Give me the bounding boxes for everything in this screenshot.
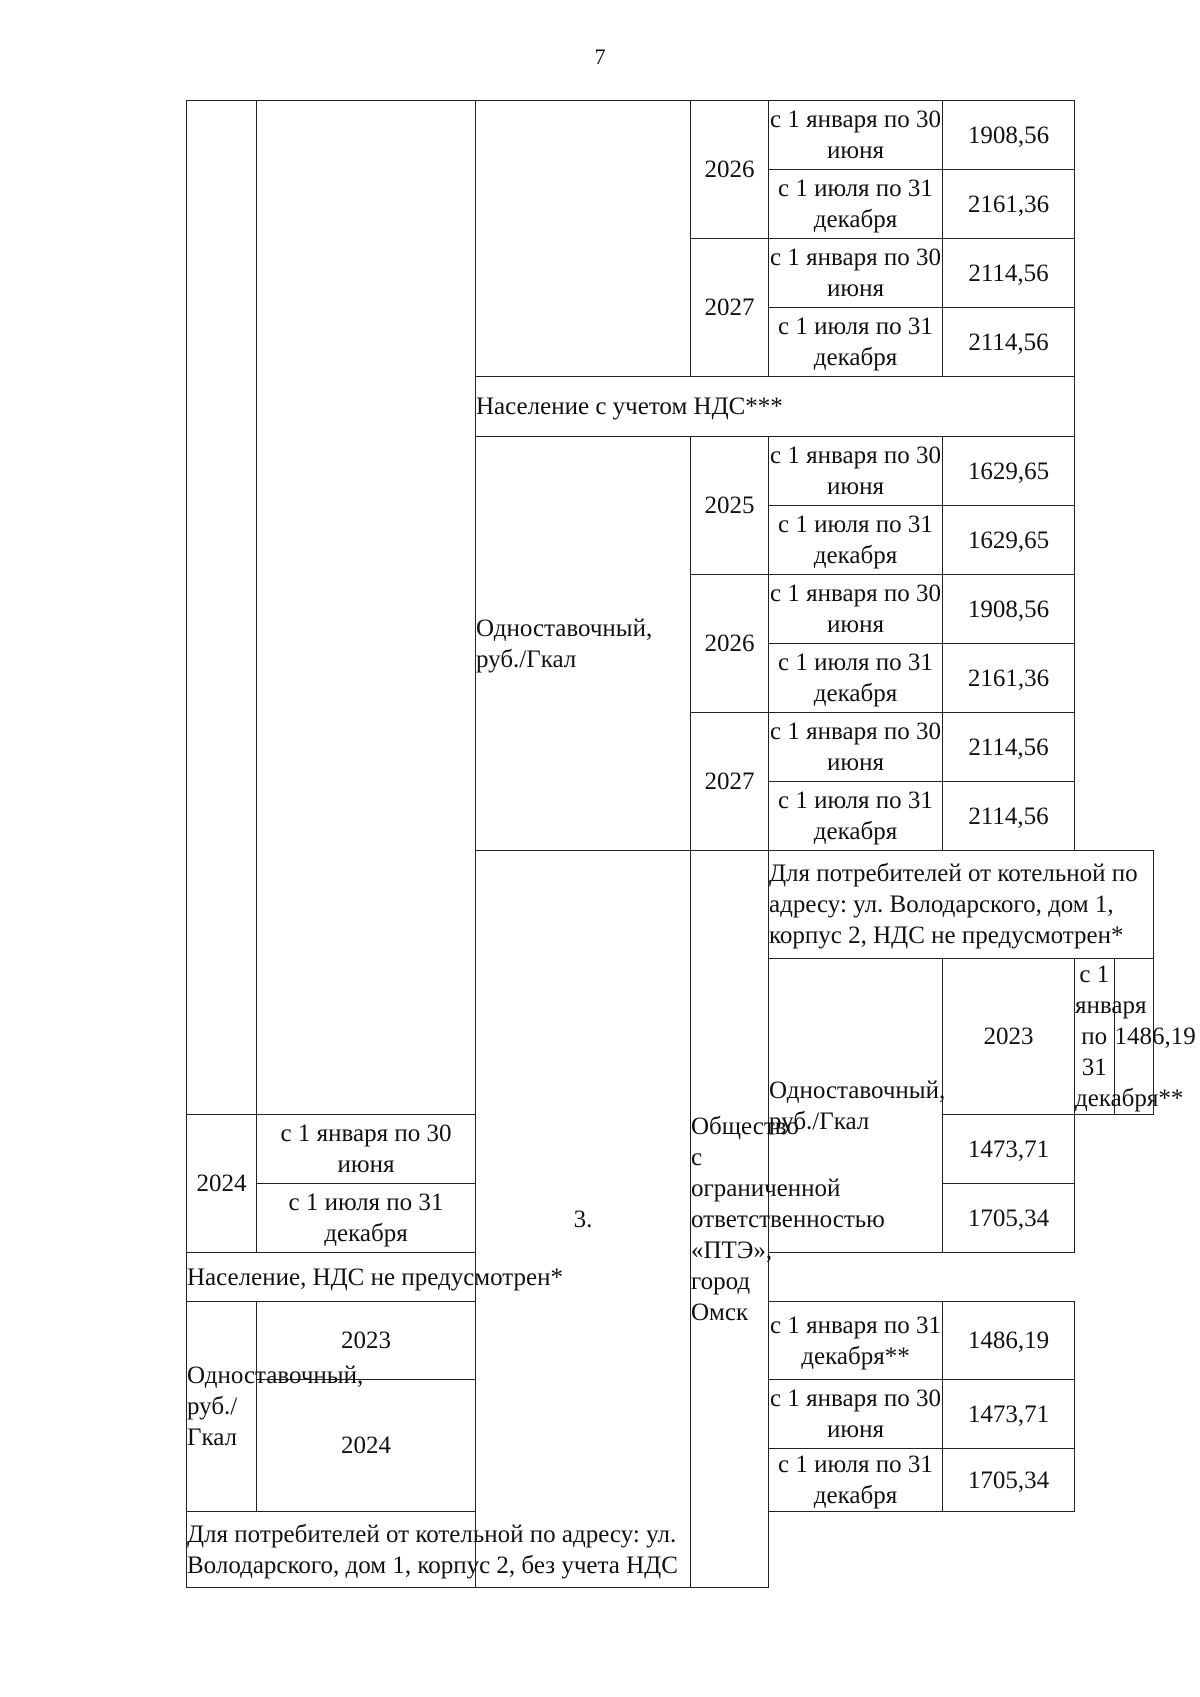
section-heading: Для потребителей от котельной по адресу: ул. Володарского, дом 1, корпус 2, без учета НДС [187,1512,769,1588]
period-cell: с 1 января по 30 июня [769,575,943,644]
period-cell: с 1 января по 30 июня [769,101,943,170]
tariff-value: 1473,71 [943,1115,1075,1184]
period-cell: с 1 января по 31 декабря** [769,1302,943,1380]
period-cell: с 1 января по 30 июня [769,437,943,506]
section-heading: Население, НДС не предусмотрен* [187,1253,769,1302]
tariff-value: 1629,65 [943,437,1075,506]
tariff-value: 1629,65 [943,506,1075,575]
item-number-cell [187,101,257,1115]
tariff-value: 1908,56 [943,101,1075,170]
period-cell: с 1 января по 30 июня [257,1115,476,1184]
period-cell: с 1 июля по 31 декабря [769,644,943,713]
tariff-value: 2161,36 [943,170,1075,239]
tariff-value: 2114,56 [943,239,1075,308]
tariff-value: 1705,34 [943,1449,1075,1512]
year-cell: 2023 [943,959,1075,1115]
item-number-cell: 3. [476,851,691,1588]
rate-type-cell: Одноставочный, руб./Гкал [476,437,691,851]
rate-type-cell [476,101,691,377]
tariff-value: 2161,36 [943,644,1075,713]
tariff-value: 2114,56 [943,713,1075,782]
table-row [187,1512,1154,1588]
year-cell: 2023 [257,1302,476,1380]
page-number: 7 [594,44,606,69]
year-cell: 2026 [691,575,769,713]
year-cell: 2024 [187,1115,257,1253]
year-cell: 2024 [257,1380,476,1512]
tariff-value: 1705,34 [943,1184,1075,1253]
period-cell: с 1 января по 30 июня [769,1380,943,1449]
tariff-value: 1473,71 [943,1380,1075,1449]
tariff-value: 2114,56 [943,782,1075,851]
tariff-table [186,100,1196,1588]
year-cell: 2027 [691,239,769,377]
table-row [187,1253,1154,1302]
period-cell: с 1 января по 30 июня [769,239,943,308]
year-cell: 2027 [691,713,769,851]
tariff-value: 1908,56 [943,575,1075,644]
organization-cell [257,101,476,1115]
period-cell: с 1 июля по 31 декабря [769,782,943,851]
period-cell: с 1 июля по 31 декабря [769,308,943,377]
section-heading: Для потребителей от котельной по адресу: ул. Володарского, дом 1, корпус 2, НДС не предусмотрен* [769,851,1154,959]
organization-cell: Общество с ограниченной ответственностью «ПТЭ», город Омск [691,851,769,1588]
tariff-value: 1486,19 [943,1302,1075,1380]
period-cell: с 1 января по 30 июня [769,713,943,782]
rate-type-cell: Одноставочный, руб./Гкал [769,959,943,1253]
period-cell: с 1 июля по 31 декабря [769,1449,943,1512]
period-cell: с 1 июля по 31 декабря [769,506,943,575]
year-cell: 2025 [691,437,769,575]
period-cell: с 1 января по 31 декабря** [1075,959,1115,1115]
tariff-value: 2114,56 [943,308,1075,377]
tariff-value: 1486,19 [1114,959,1154,1115]
section-heading: Население с учетом НДС*** [476,377,1075,437]
period-cell: с 1 июля по 31 декабря [257,1184,476,1253]
table-row [187,101,1154,170]
year-cell: 2026 [691,101,769,239]
period-cell: с 1 июля по 31 декабря [769,170,943,239]
rate-type-cell: Одноставочный, руб./Гкал [187,1302,257,1512]
